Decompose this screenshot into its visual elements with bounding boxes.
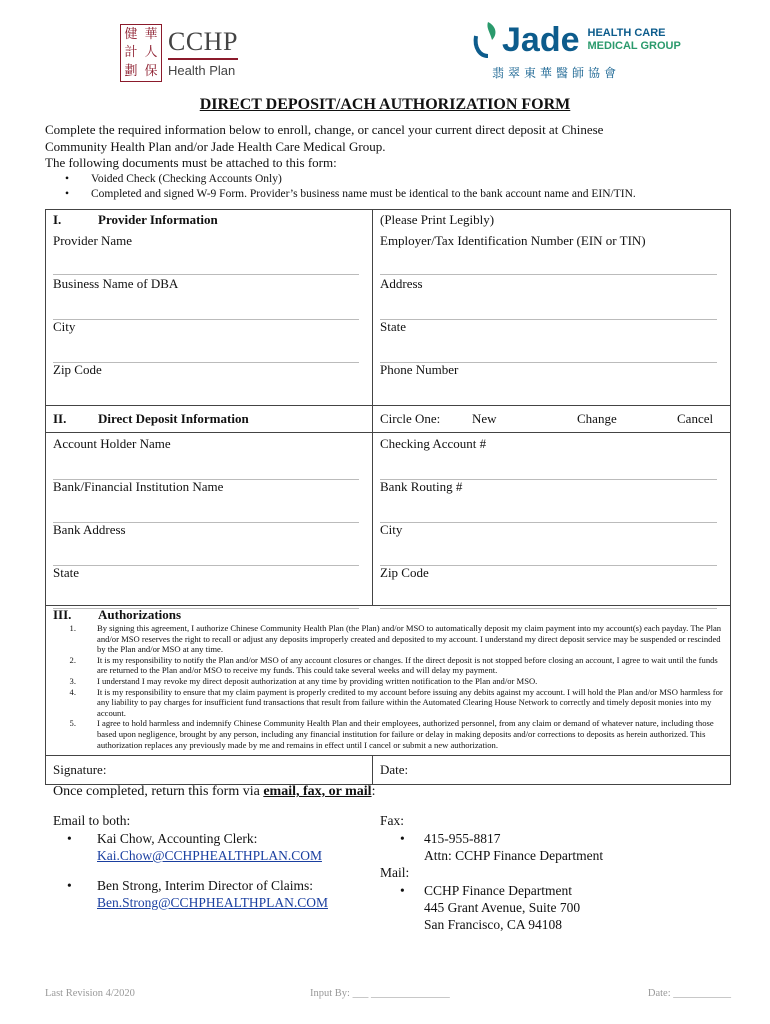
cchp-char: 健 — [124, 26, 138, 42]
intro-line: The following documents must be attached to this form: — [45, 155, 337, 170]
option-new[interactable]: New — [472, 411, 497, 426]
field-label: City — [53, 319, 76, 334]
jade-leaf-icon — [470, 20, 500, 60]
cchp-chinese-seal — [120, 24, 162, 82]
field-label: Address — [380, 276, 423, 291]
mail-line: 445 Grant Avenue, Suite 700 — [424, 900, 581, 915]
intro-line: Community Health Plan and/or Jade Health Care Medical Group. — [45, 138, 386, 154]
list-item: • Voided Check (Checking Accounts Only) — [65, 172, 735, 187]
authorization-terms — [53, 623, 723, 753]
email-label: Email to both: — [53, 813, 131, 828]
field-label: Business Name of DBA — [53, 276, 179, 291]
fax-attn: Attn: CCHP Finance Department — [424, 848, 604, 863]
field-label: Zip Code — [53, 362, 102, 377]
list-item: 4. It is my responsibility to ensure that my claim payment is properly credited to my account before issuing any debits against my account. I will hold the Plan and/or MSO harmless for any liability to pay charges for insufficient fund transactions that result from failure within the Automated Clearing House Network to correctly and timely deposit monies into my account. — [69, 686, 723, 718]
deposit-form-table — [45, 209, 731, 785]
list-item: • 415-955-8817 Attn: CCHP Finance Department — [400, 831, 604, 863]
jade-logo-name: Jade — [502, 21, 580, 59]
cchp-logo — [120, 24, 238, 82]
cchp-char: 人 — [144, 45, 158, 61]
field-label: Account Holder Name — [53, 436, 171, 451]
field-label: City — [380, 522, 403, 537]
cchp-char: 華 — [144, 26, 158, 42]
required-documents-list — [65, 172, 735, 202]
phone-number-field[interactable] — [380, 386, 717, 406]
footer-date-field: Date: ___________ — [647, 988, 731, 999]
ein-tin-field[interactable] — [380, 255, 717, 275]
section-header: II. Direct Deposit Information — [53, 411, 249, 426]
field-label: Bank Routing # — [380, 479, 463, 494]
option-change[interactable]: Change — [577, 411, 617, 426]
field-label: Bank/Financial Institution Name — [53, 479, 224, 494]
list-item: • CCHP Finance Department 445 Grant Avenue, Suite 700 San Francisco, CA 94108 — [400, 883, 581, 932]
email-link[interactable]: Kai.Chow@CCHPHEALTHPLAN.COM — [97, 848, 322, 863]
contact-name: Ben Strong, Interim Director of Claims: — [97, 878, 313, 893]
provider-name-field[interactable] — [53, 255, 359, 275]
jade-logo — [470, 20, 681, 81]
intro-text — [45, 122, 735, 202]
list-item: • Ben Strong, Interim Director of Claims: Ben.Strong@CCHPHEALTHPLAN.COM — [67, 878, 328, 910]
date-field[interactable]: Date: — [380, 762, 409, 778]
circle-one-options — [380, 411, 723, 427]
jade-logo-tagline: HEALTH CARE MEDICAL GROUP — [587, 27, 681, 52]
input-by-field: Input By: ___ _______________ — [310, 988, 450, 999]
mail-label: Mail: — [380, 865, 410, 880]
field-label: Employer/Tax Identification Number (EIN or TIN) — [380, 233, 646, 248]
field-label: Phone Number — [380, 362, 459, 377]
header — [0, 20, 770, 90]
email-link[interactable]: Ben.Strong@CCHPHEALTHPLAN.COM — [97, 895, 328, 910]
field-label: State — [53, 565, 79, 580]
option-cancel[interactable]: Cancel — [677, 411, 714, 426]
return-instructions: Once completed, return this form via email, fax, or mail: — [53, 784, 376, 799]
jade-chinese-name: 翡翠東華醫師協會 — [492, 66, 621, 80]
section-header: III. Authorizations — [53, 607, 182, 622]
section-header: I. Provider Information — [53, 212, 218, 227]
return-methods: email, fax, or mail — [263, 784, 372, 799]
mail-line: CCHP Finance Department — [424, 883, 572, 898]
list-item: 3. I understand I may revoke my direct deposit authorization at any time by providing written notification to the Plan and/or MSO. — [69, 675, 538, 686]
cchp-char: 劃 — [124, 64, 138, 80]
print-legibly-note: (Please Print Legibly) — [380, 212, 495, 227]
list-item: • Kai Chow, Accounting Clerk: Kai.Chow@CCHPHEALTHPLAN.COM — [67, 831, 322, 863]
field-label: State — [380, 319, 406, 334]
revision-note: Last Revision 4/2020 — [45, 988, 135, 999]
intro-line: Complete the required information below to enroll, change, or cancel your current direct deposit at Chinese — [45, 122, 604, 137]
list-item: 5. I agree to hold harmless and indemnify Chinese Community Health Plan and their employees, authorized personnel, from any claim or demand of whatever nature, including those based upon negligence, brought by any person, including any financial institution for failure or delay in making deposits and/or corrections to deposits as herein authorized. This authorization replaces any previously made by me and remains in effect until I cancel or submit a new authorization. — [69, 718, 714, 750]
field-label: Bank Address — [53, 522, 126, 537]
signature-field[interactable]: Signature: — [53, 762, 107, 778]
field-label: Checking Account # — [380, 436, 487, 451]
field-label: Provider Name — [53, 233, 133, 248]
field-label: Zip Code — [380, 565, 429, 580]
contact-name: Kai Chow, Accounting Clerk: — [97, 831, 258, 846]
mail-line: San Francisco, CA 94108 — [424, 917, 562, 932]
cchp-logo-name: CCHP — [168, 26, 238, 56]
list-item: 1. By signing this agreement, I authorize Chinese Community Health Plan (the Plan) and/or MSO to automatically deposit my claim payment into my account(s) each payday. The Plan and/or MSO reserves the right to recall or adjust any deposits improperly created and deposited to my account. I understand my direct deposit service may be suspended or rescinded by the Plan and/or MSO at any time. — [69, 623, 722, 655]
zip-code-field[interactable] — [53, 386, 359, 406]
list-item: • Completed and signed W-9 Form. Provider’s business name must be identical to the bank account name and EIN/TIN. — [65, 187, 735, 202]
cchp-char: 保 — [144, 64, 158, 80]
cchp-char: 計 — [124, 45, 138, 61]
fax-number: 415-955-8817 — [424, 831, 501, 846]
cchp-logo-subtitle: Health Plan — [168, 58, 238, 78]
form-title: DIRECT DEPOSIT/ACH AUTHORIZATION FORM — [199, 96, 571, 113]
fax-label: Fax: — [380, 813, 405, 828]
list-item: 2. It is my responsibility to notify the Plan and/or MSO of any account closures or changes. If the direct deposit is not stopped before closing an account, I agree to wait until the funds are returned to the Plan and/or MSO to receive my funds. This could take several weeks and will delay my payment. — [69, 654, 718, 676]
circle-one-label: Circle One: — [380, 411, 441, 426]
